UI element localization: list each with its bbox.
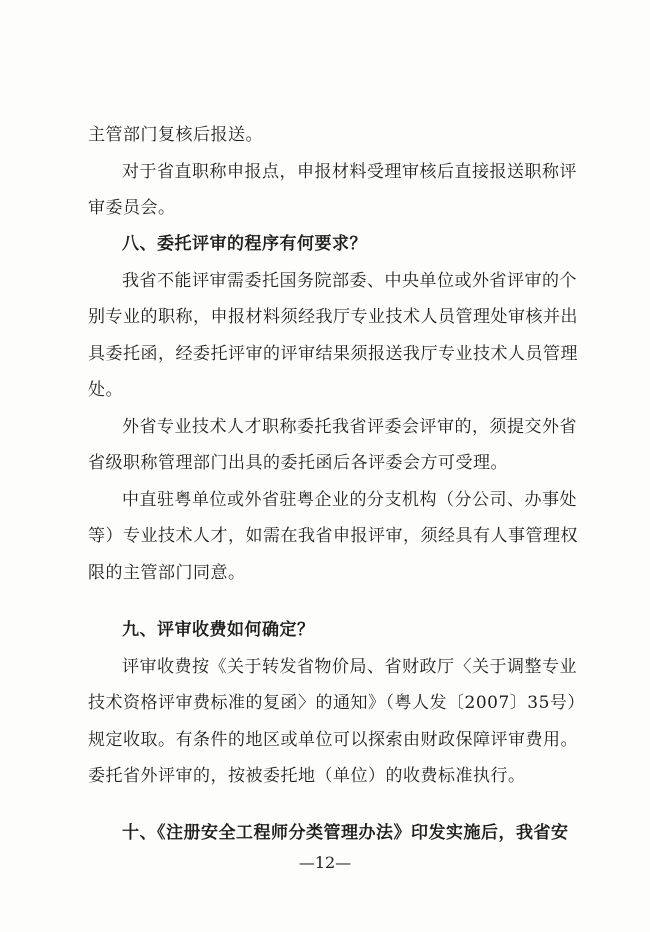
section-heading: 十、《注册安全工程师分类管理办法》印发实施后，我省安 [122, 823, 569, 843]
text-line: 规定收取。有条件的地区或单位可以探索由财政保障评审费用。 [88, 730, 578, 750]
text-line: 我省不能评审需委托国务院部委、中央单位或外省评审的个 [122, 271, 577, 291]
text-line: 别专业的职称，申报材料须经我厅专业技术人员管理处审核并出 [88, 307, 578, 327]
text-line: 限的主管部门同意。 [88, 563, 246, 583]
text-line: 审委员会。 [88, 198, 176, 218]
section-heading: 八、委托评审的程序有何要求？ [122, 234, 367, 254]
text-line: 评审收费按《关于转发省物价局、省财政厅〈关于调整专业 [122, 657, 577, 677]
text-line: 等）专业技术人才，如需在我省申报评审，须经具有人事管理权 [88, 526, 578, 546]
text-line: 中直驻粤单位或外省驻粤企业的分支机构（分公司、办事处 [122, 490, 577, 510]
page-number: —12— [298, 853, 352, 872]
text-line: 技术资格评审费标准的复函〉的通知》（粤人发〔2007〕35号） [88, 693, 585, 713]
text-line: 外省专业技术人才职称委托我省评委会评审的，须提交外省 [122, 417, 577, 437]
section-heading: 九、评审收费如何确定？ [122, 620, 315, 640]
text-line: 委托省外评审的，按被委托地（单位）的收费标准执行。 [88, 766, 526, 786]
text-line: 对于省直职称申报点，申报材料受理审核后直接报送职称评 [122, 162, 577, 182]
text-line: 具委托函，经委托评审的评审结果须报送我厅专业技术人员管理 [88, 344, 578, 364]
text-line: 主管部门复核后报送。 [88, 125, 263, 145]
text-line: 省级职称管理部门出具的委托函后各评委会方可受理。 [88, 453, 508, 473]
text-line: 处。 [88, 380, 123, 400]
